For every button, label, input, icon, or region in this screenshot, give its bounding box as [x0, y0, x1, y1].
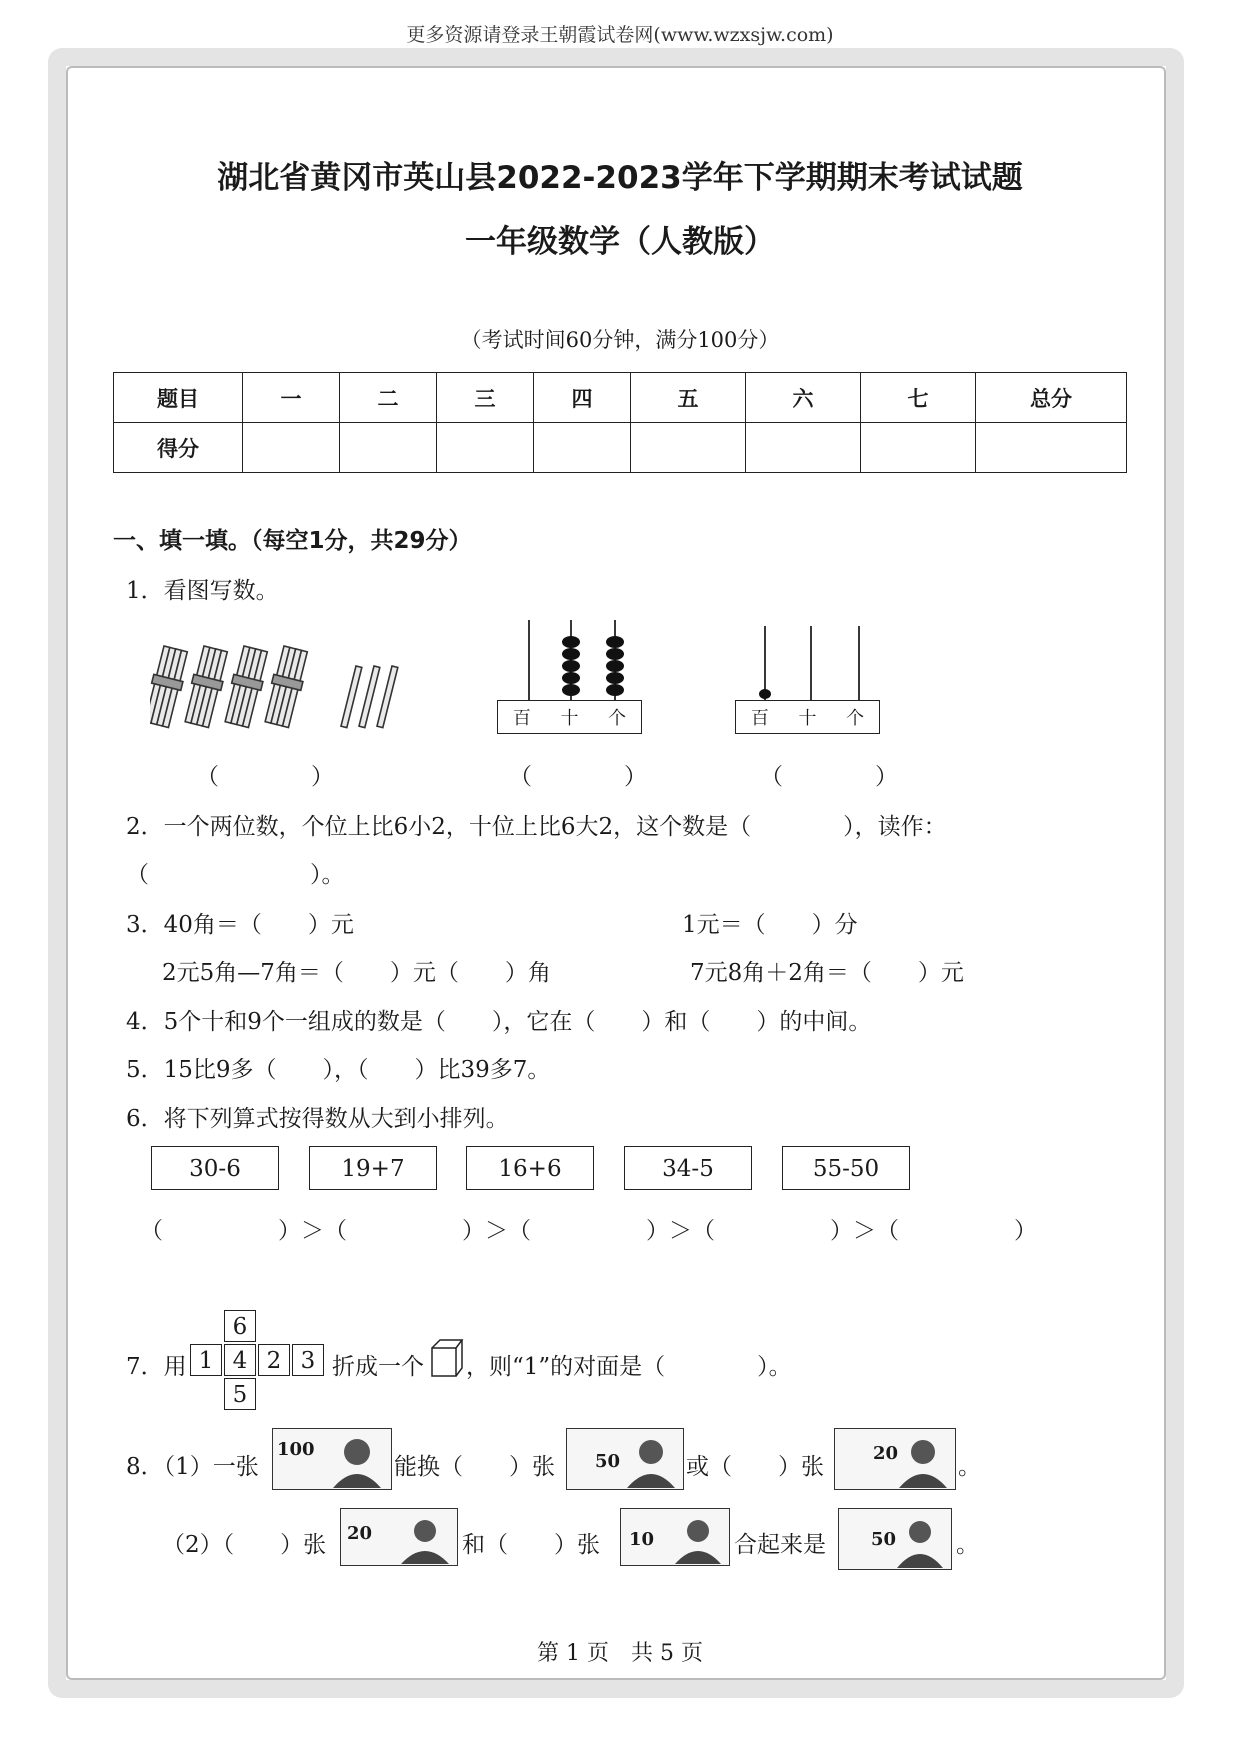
abacus-label-hundreds: 百	[750, 708, 769, 729]
score-header: 一	[243, 373, 340, 423]
expr-box: 19+7	[309, 1146, 437, 1190]
banknote-20	[340, 1508, 458, 1566]
q1-answer-blank[interactable]: （ ）	[509, 764, 647, 790]
score-cell[interactable]	[976, 423, 1127, 473]
score-cell[interactable]	[631, 423, 746, 473]
expr-box: 55-50	[782, 1146, 910, 1190]
q8-l1d: 。	[958, 1454, 981, 1480]
expr-box: 30-6	[151, 1146, 279, 1190]
q2-line1: 2．一个两位数，个位上比6小2，十位上比6大2，这个数是（ ），读作：	[126, 814, 947, 840]
net-cell: 5	[224, 1378, 256, 1410]
score-cell[interactable]	[243, 423, 340, 473]
portrait-icon	[327, 1432, 387, 1488]
banknote-50	[838, 1508, 952, 1570]
net-cell: 1	[190, 1344, 222, 1376]
score-header: 六	[746, 373, 861, 423]
q3-c: 2元5角—7角＝（ ）元（ ）角	[162, 960, 551, 986]
score-table	[113, 372, 1127, 473]
portrait-icon	[671, 1512, 725, 1564]
cube-icon	[430, 1338, 464, 1378]
banknote-value: 50	[871, 1529, 897, 1550]
score-header: 七	[861, 373, 976, 423]
site-watermark: 更多资源请登录王朝霞试卷网(www.wzxsjw.com)	[406, 24, 834, 46]
banknote-value: 100	[277, 1439, 315, 1460]
banknote-20	[834, 1428, 956, 1490]
score-header: 二	[340, 373, 437, 423]
expr-box: 16+6	[466, 1146, 594, 1190]
q8-l2d: 。	[956, 1532, 979, 1558]
score-value-row	[114, 423, 1127, 473]
banknote-10	[620, 1508, 730, 1566]
exam-info: （考试时间60分钟，满分100分）	[460, 328, 780, 352]
q1-answer-blank[interactable]: （ ）	[196, 764, 334, 790]
banknote-50	[566, 1428, 684, 1490]
score-header: 四	[534, 373, 631, 423]
abacus-label-ones: 个	[846, 708, 865, 729]
q8-l1b: 能换（ ）张	[394, 1454, 555, 1480]
abacus-2	[735, 618, 880, 734]
q5-text: 5．15比9多（ ），（ ）比39多7。	[126, 1057, 551, 1083]
score-cell[interactable]	[746, 423, 861, 473]
banknote-100	[272, 1428, 392, 1490]
section-1-heading: 一、填一填。（每空1分，共29分）	[113, 528, 472, 554]
abacus-label-hundreds: 百	[512, 708, 531, 729]
q8-l2a: （2）（ ）张	[162, 1532, 327, 1558]
q4-text: 4．5个十和9个一组成的数是（ ），它在（ ）和（ ）的中间。	[126, 1009, 872, 1035]
q3-a: 3．40角＝（ ）元	[126, 912, 354, 938]
expr-box: 34-5	[624, 1146, 752, 1190]
q3-b: 1元＝（ ）分	[682, 912, 858, 938]
score-cell[interactable]	[534, 423, 631, 473]
page-footer: 第 1 页 共 5 页	[537, 1641, 703, 1666]
net-cell: 3	[292, 1344, 324, 1376]
q6-text: 6．将下列算式按得数从大到小排列。	[126, 1106, 509, 1132]
exam-title: 湖北省黄冈市英山县2022-2023学年下学期期末考试试题	[217, 160, 1023, 196]
score-header: 五	[631, 373, 746, 423]
score-cell[interactable]	[437, 423, 534, 473]
banknote-value: 10	[629, 1529, 655, 1550]
abacus-1	[497, 618, 642, 734]
exam-subtitle: 一年级数学（人教版）	[465, 224, 775, 260]
q8-l1c: 或（ ）张	[686, 1454, 824, 1480]
q6-order-blanks[interactable]: （ ）＞（ ）＞（ ）＞（ ）＞（ ）	[140, 1218, 1037, 1244]
q3-d: 7元8角＋2角＝（ ）元	[690, 960, 964, 986]
banknote-value: 50	[595, 1451, 621, 1472]
q7-post: ，则“1”的对面是（ ）。	[466, 1354, 792, 1380]
net-cell: 6	[224, 1310, 256, 1342]
score-cell[interactable]	[340, 423, 437, 473]
portrait-icon	[895, 1432, 951, 1488]
score-cell[interactable]	[861, 423, 976, 473]
score-header: 题目	[114, 373, 243, 423]
abacus-label-tens: 十	[560, 708, 579, 729]
abacus-label-ones: 个	[608, 708, 627, 729]
q8-l1a: 8．（1）一张	[126, 1454, 259, 1480]
portrait-icon	[893, 1512, 947, 1568]
q7-prefix: 7．用	[126, 1354, 187, 1380]
net-cell: 2	[258, 1344, 290, 1376]
sticks-bundles-image	[150, 640, 410, 740]
portrait-icon	[623, 1432, 679, 1488]
q1-text: 1．看图写数。	[126, 578, 279, 604]
score-row-label: 得分	[114, 423, 243, 473]
q2-line2: （ ）。	[126, 862, 345, 888]
score-header: 三	[437, 373, 534, 423]
banknote-value: 20	[347, 1523, 373, 1544]
banknote-value: 20	[873, 1443, 899, 1464]
q1-answer-blank[interactable]: （ ）	[760, 764, 898, 790]
q7-mid: 折成一个	[332, 1354, 424, 1380]
score-header-row	[114, 373, 1127, 423]
portrait-icon	[397, 1512, 453, 1564]
q8-l2b: 和（ ）张	[462, 1532, 600, 1558]
score-header: 总分	[976, 373, 1127, 423]
net-cell: 4	[224, 1344, 256, 1376]
abacus-label-tens: 十	[798, 708, 817, 729]
q8-l2c: 合起来是	[734, 1532, 826, 1558]
